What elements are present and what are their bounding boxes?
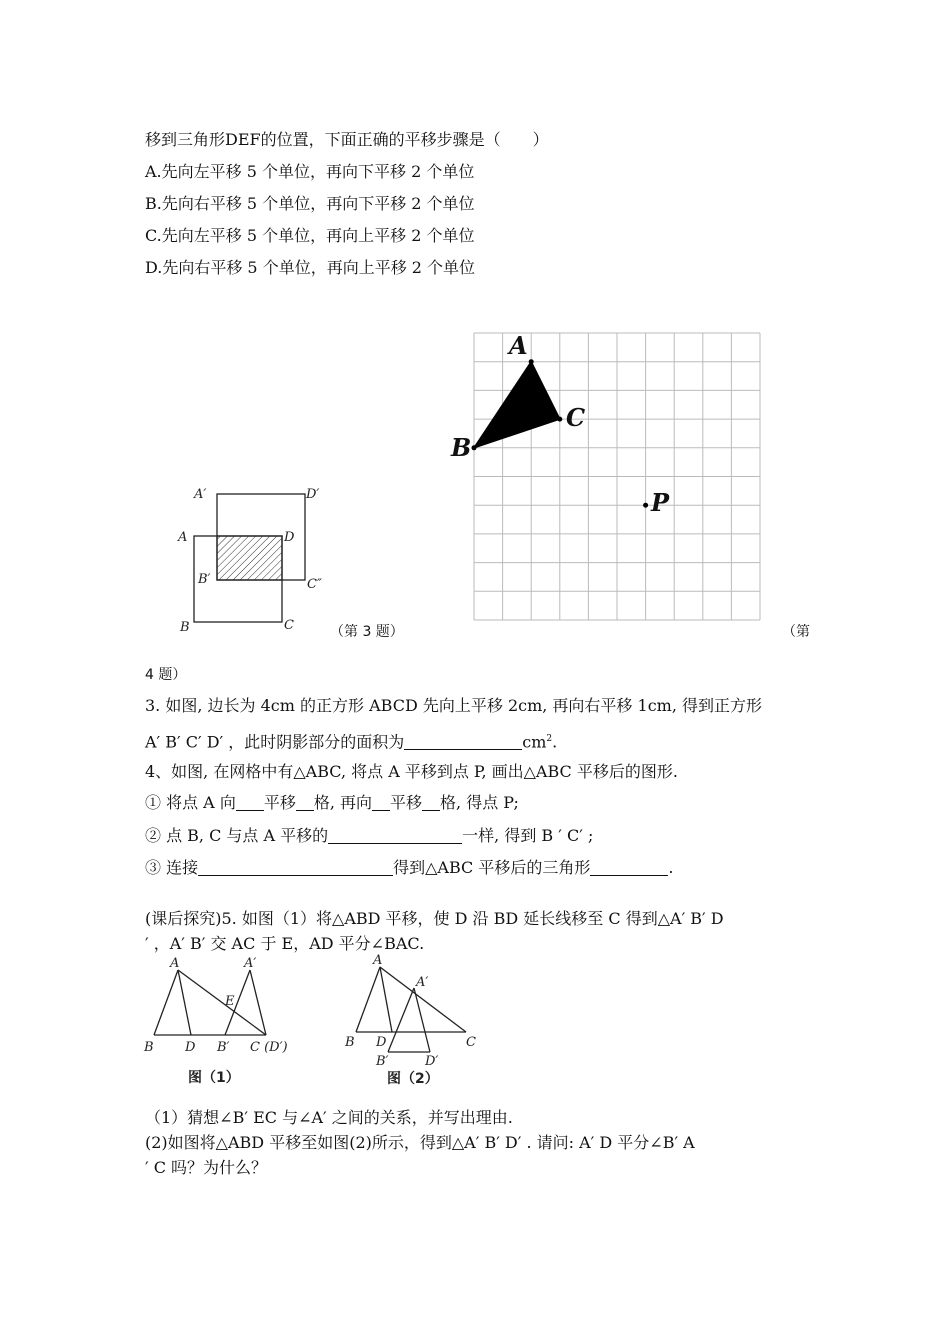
q4-blank-count2[interactable] xyxy=(422,794,440,811)
point-p xyxy=(643,503,648,508)
label-d: D xyxy=(185,1040,196,1055)
label-b: B xyxy=(451,433,472,462)
label-b-prime: B′ xyxy=(198,572,211,587)
label-a-prime: A′ xyxy=(244,956,257,971)
label-d-prime: D′ xyxy=(425,1054,439,1069)
label-c-double-prime: C″ xyxy=(307,577,322,592)
figure-4-caption-part1: （第 xyxy=(782,624,810,640)
q4-blank-connect[interactable] xyxy=(198,859,393,876)
q2-option-a[interactable]: A.先向左平移 5 个单位，再向下平移 2 个单位 xyxy=(145,162,475,181)
figure-5-1-caption: 图（1） xyxy=(188,1070,240,1086)
label-c: C xyxy=(284,618,294,633)
q4-step2-a: ② 点 B, C 与点 A 平移的 xyxy=(145,826,329,845)
q4-step1 xyxy=(145,793,519,813)
shaded-overlap xyxy=(217,536,282,580)
q4-line1: 4、如图, 在网格中有△ABC, 将点 A 平移到点 P, 画出△ABC 平移后的图形. xyxy=(145,762,678,781)
q4-step3-b: 得到△ABC 平移后的三角形 xyxy=(393,858,591,877)
q4-step2 xyxy=(145,826,593,846)
q4-step1-e: 格, 得点 P; xyxy=(440,793,519,812)
label-a: A xyxy=(178,530,188,545)
q5-sub1: （1）猜想∠B′ EC 与∠A′ 之间的关系，并写出理由. xyxy=(145,1108,513,1127)
q2-option-b[interactable]: B.先向右平移 5 个单位，再向下平移 2 个单位 xyxy=(145,194,475,213)
label-c: C xyxy=(466,1035,476,1050)
label-a: A xyxy=(509,331,528,360)
q4-step3-c: . xyxy=(668,858,674,877)
label-d: D xyxy=(284,530,295,545)
label-b: B xyxy=(180,620,190,635)
label-a: A xyxy=(170,956,180,971)
q5-sub2-line1: (2)如图将△ABD 平移至如图(2)所示，得到△A′ B′ D′ . 请问: A′ D 平分∠B′ A xyxy=(145,1133,695,1152)
q4-blank-manner[interactable] xyxy=(328,827,462,844)
figure-4-caption-part2: 4 题） xyxy=(145,667,187,683)
label-d: D xyxy=(376,1035,387,1050)
label-c: C xyxy=(566,403,586,432)
q5-sub2-line2: ′ C 吗？为什么？ xyxy=(145,1158,268,1177)
label-c-d-prime: C (D′) xyxy=(250,1040,288,1055)
figure-3-squares xyxy=(170,480,330,640)
q2-stem: 移到三角形DEF的位置，下面正确的平移步骤是（ ） xyxy=(145,130,549,149)
q3-unit: cm xyxy=(522,732,547,752)
q3-line2-prefix: A′ B′ C′ D′ ，此时阴影部分的面积为 xyxy=(145,732,405,752)
q4-step1-d: 平移 xyxy=(390,793,423,812)
figure-5-2 xyxy=(340,950,490,1090)
q4-step1-c: 格, 再向 xyxy=(313,793,373,812)
figure-5-1 xyxy=(140,955,310,1090)
figure-5-2-caption: 图（2） xyxy=(387,1071,439,1087)
q3-answer-blank[interactable] xyxy=(404,733,522,750)
q2-option-c[interactable]: C.先向左平移 5 个单位，再向上平移 2 个单位 xyxy=(145,226,475,245)
q3-line1: 3. 如图, 边长为 4cm 的正方形 ABCD 先向上平移 2cm, 再向右平移 1cm, 得到正方形 xyxy=(145,696,763,715)
q4-step3-a: ③ 连接 xyxy=(145,858,199,877)
figure-4-grid xyxy=(440,330,780,630)
label-b-prime: B′ xyxy=(376,1054,389,1069)
q4-blank-triangle[interactable] xyxy=(590,859,668,876)
label-b: B xyxy=(144,1040,154,1055)
label-a-prime: A′ xyxy=(416,975,429,990)
grid-lines xyxy=(474,333,760,620)
q2-option-d[interactable]: D.先向右平移 5 个单位，再向上平移 2 个单位 xyxy=(145,258,476,277)
label-a: A xyxy=(373,953,383,968)
q5-line2: ′ ，A′ B′ 交 AC 于 E，AD 平分∠BAC. xyxy=(145,934,425,953)
label-b: B xyxy=(345,1035,355,1050)
q4-blank-count1[interactable] xyxy=(296,794,314,811)
q4-blank-direction2[interactable] xyxy=(372,794,390,811)
q3-end: . xyxy=(552,732,558,752)
label-a-prime: A′ xyxy=(194,487,207,502)
label-p: P xyxy=(651,488,670,517)
triangle-abc xyxy=(474,362,560,448)
figure-3-caption: （第 3 题） xyxy=(330,624,404,640)
q3-line2 xyxy=(145,729,557,752)
q5-line1: (课后探究)5. 如图（1）将△ABD 平移，使 D 沿 BD 延长线移至 C 得到△A′ B′ D xyxy=(145,909,724,928)
q3-unit-sup: 2 xyxy=(546,734,553,744)
q4-blank-direction1[interactable] xyxy=(236,794,264,811)
label-b-prime: B′ xyxy=(217,1040,230,1055)
label-e: E xyxy=(225,994,235,1009)
q4-step2-b: 一样, 得到 B ′ C′ ; xyxy=(462,826,594,845)
q4-step3 xyxy=(145,858,673,878)
q4-step1-a: ① 将点 A 向 xyxy=(145,793,236,812)
label-d-prime: D′ xyxy=(306,487,320,502)
q4-step1-b: 平移 xyxy=(263,793,296,812)
